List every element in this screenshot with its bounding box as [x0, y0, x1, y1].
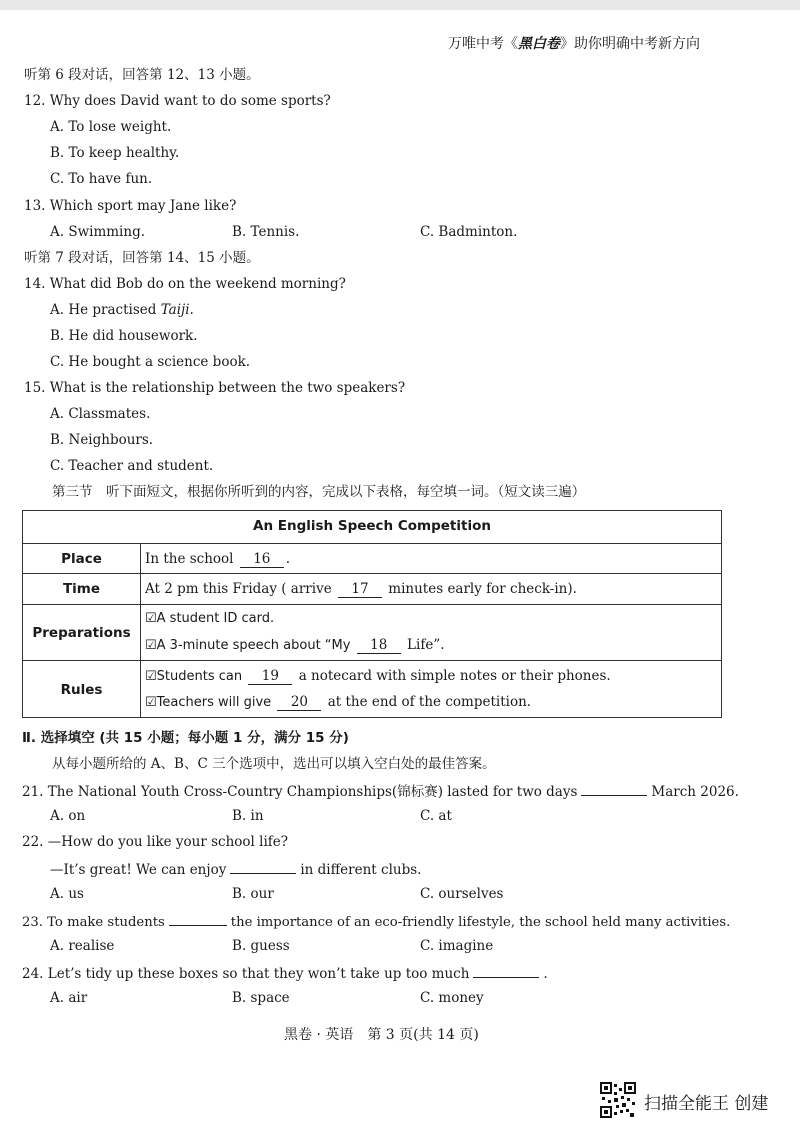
question-21: 21. The National Youth Cross-Country Championships(锦标赛) lasted for two days March 2026.: [22, 781, 739, 801]
q23-option-c: C. imagine: [420, 938, 494, 954]
q21-answer-blank: [581, 781, 647, 796]
table-row-rules: [23, 660, 721, 718]
question-15: 15. What is the relationship between the two speakers?: [24, 380, 406, 396]
question-14: 14. What did Bob do on the weekend morning?: [24, 276, 346, 292]
q15-option-b: B. Neighbours.: [50, 432, 154, 448]
speech-competition-table: [22, 510, 722, 718]
table-row-preparations: [23, 604, 721, 661]
q13-option-c: C. Badminton.: [420, 224, 518, 240]
question-13: 13. Which sport may Jane like?: [24, 198, 237, 214]
q21-option-a: A. on: [50, 808, 86, 824]
place-label: Place: [61, 551, 102, 567]
question-22-line-1: 22. —How do you like your school life?: [22, 834, 289, 850]
q24-answer-blank: [473, 963, 539, 978]
table-title: An English Speech Competition: [253, 518, 491, 534]
time-content: At 2 pm this Friday ( arrive 17 minutes early for check-in).: [145, 581, 577, 597]
prep-item-2: ☑A 3-minute speech about “My 18 Life”.: [145, 637, 445, 653]
q23-option-a: A. realise: [50, 938, 115, 954]
table-row-place: [23, 543, 721, 574]
q14-option-a: A. He practised Taiji.: [50, 302, 194, 318]
page-header: 万唯中考《黑白卷》助你明确中考新方向: [448, 36, 700, 52]
qr-code-icon: [600, 1082, 636, 1118]
scanner-watermark: 扫描全能王 创建: [644, 1094, 769, 1114]
question-24: 24. Let’s tidy up these boxes so that they won’t take up too much .: [22, 963, 548, 983]
place-content: In the school 16 .: [145, 551, 291, 567]
q24-option-a: A. air: [50, 990, 88, 1006]
q12-option-c: C. To have fun.: [50, 171, 153, 187]
q22-option-c: C. ourselves: [420, 886, 504, 902]
scan-edge: [0, 0, 800, 10]
page-footer: 黑卷 · 英语 第 3 页(共 14 页): [284, 1027, 479, 1043]
preparations-label: Preparations: [32, 625, 131, 641]
q12-option-b: B. To keep healthy.: [50, 145, 180, 161]
blank-20: 20: [277, 695, 321, 711]
q22-answer-blank: [230, 859, 296, 874]
q14-option-b: B. He did housework.: [50, 328, 198, 344]
q13-option-b: B. Tennis.: [232, 224, 300, 240]
prep-item-1: ☑A student ID card.: [145, 611, 275, 626]
q21-option-c: C. at: [420, 808, 452, 824]
question-12: 12. Why does David want to do some sports?: [24, 93, 331, 109]
q23-answer-blank: [169, 911, 227, 926]
blank-16: 16: [240, 552, 284, 568]
rule-item-1: ☑Students can 19 a notecard with simple notes or their phones.: [145, 668, 611, 684]
rule-item-2: ☑Teachers will give 20 at the end of the competition.: [145, 694, 532, 710]
question-22-line-2: —It’s great! We can enjoy in different clubs.: [50, 859, 421, 879]
q24-option-b: B. space: [232, 990, 290, 1006]
q13-option-a: A. Swimming.: [50, 224, 146, 240]
question-23: 23. To make students the importance of an eco-friendly lifestyle, the school held many activities.: [22, 911, 730, 932]
rules-label: Rules: [60, 682, 103, 698]
time-label: Time: [62, 581, 101, 597]
q12-option-a: A. To lose weight.: [50, 119, 172, 135]
q24-option-c: C. money: [420, 990, 484, 1006]
table-row-time: [23, 573, 721, 605]
q21-option-b: B. in: [232, 808, 264, 824]
q15-option-c: C. Teacher and student.: [50, 458, 214, 474]
part-2-instructions: 从每小题所给的 A、B、C 三个选项中，选出可以填入空白处的最佳答案。: [52, 756, 496, 772]
blank-17: 17: [338, 582, 382, 598]
header-brand: 黑白卷: [518, 36, 560, 52]
q14-option-c: C. He bought a science book.: [50, 354, 251, 370]
q23-option-b: B. guess: [232, 938, 290, 954]
section-6-heading: 听第 6 段对话，回答第 12、13 小题。: [24, 67, 260, 83]
q22-option-a: A. us: [50, 886, 84, 902]
blank-18: 18: [357, 638, 401, 654]
blank-19: 19: [248, 669, 292, 685]
part-2-heading: Ⅱ. 选择填空 (共 15 小题；每小题 1 分，满分 15 分): [22, 730, 349, 746]
q15-option-a: A. Classmates.: [50, 406, 151, 422]
part-3-instructions: 第三节 听下面短文，根据你所听到的内容，完成以下表格，每空填一词。（短文读三遍）: [52, 484, 586, 500]
section-7-heading: 听第 7 段对话，回答第 14、15 小题。: [24, 250, 260, 266]
q22-option-b: B. our: [232, 886, 274, 902]
